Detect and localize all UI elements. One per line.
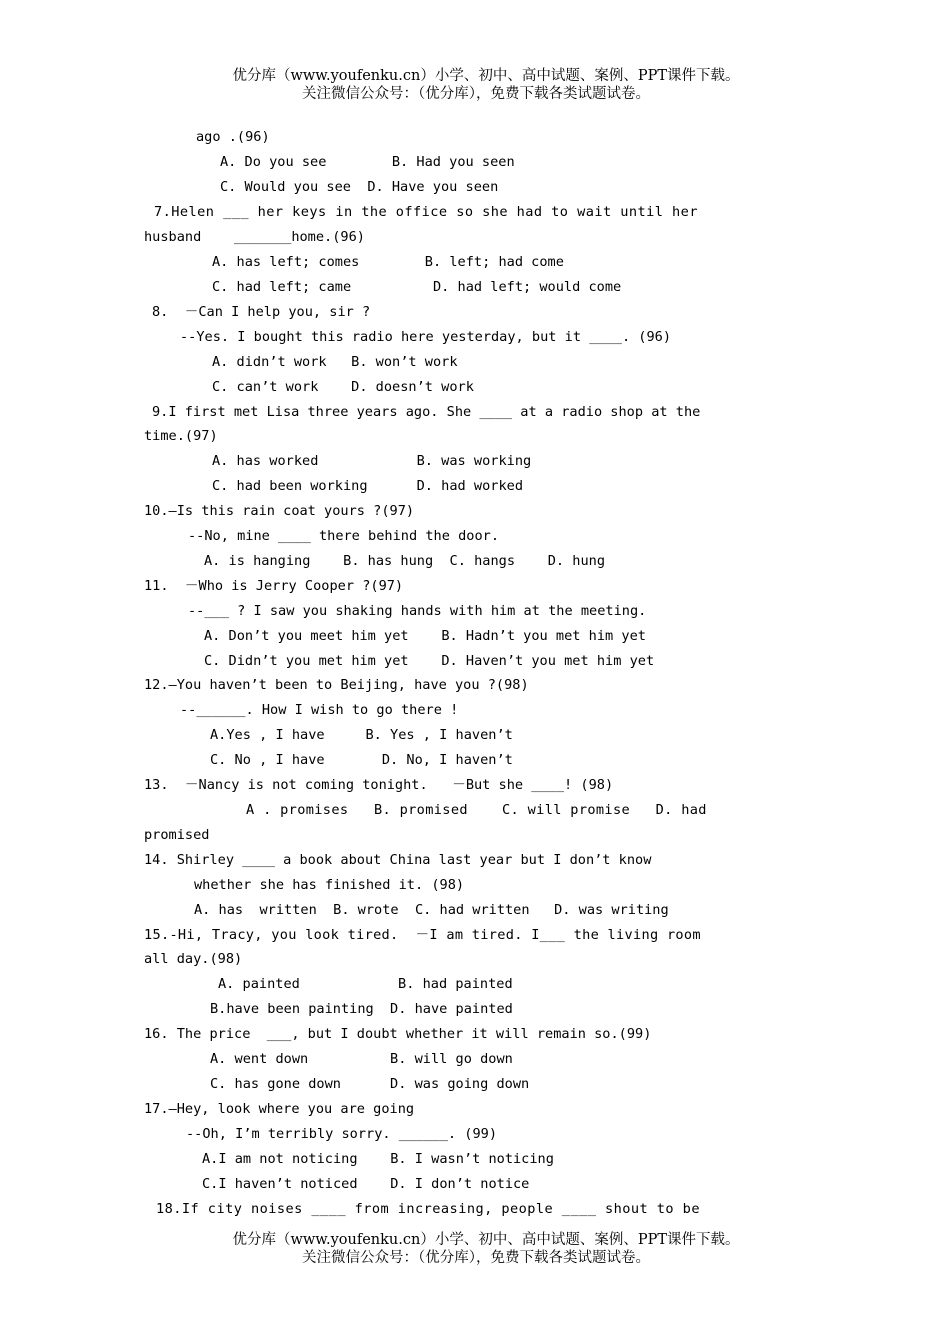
answer-options-line: B.have been painting D. have painted	[210, 1001, 513, 1017]
question-text-line: time.(97)	[144, 428, 218, 444]
footer-line-1: 优分库（www.youfenku.cn）小学、初中、高中试题、案例、PPT课件下载。	[232, 1232, 740, 1248]
question-text-line: 10.—Is this rain coat yours ?(97)	[144, 503, 415, 519]
answer-options-line: A. painted B. had painted	[218, 976, 513, 992]
question-text-line: 15.-Hi, Tracy, you look tired. －I am tired. I___ the living room	[144, 927, 701, 943]
answer-options-line: A. has worked B. was working	[212, 453, 532, 469]
question-text-line: ago .(96)	[196, 129, 270, 145]
question-text-line: 8. －Can I help you, sir ?	[152, 304, 371, 320]
page-header	[0, 67, 950, 103]
question-text-line: whether she has finished it. (98)	[194, 877, 465, 893]
answer-options-line: A. went down B. will go down	[210, 1051, 513, 1067]
answer-options-line: A. has written B. wrote C. had written D. was writing	[194, 902, 669, 918]
answer-options-line: C.I haven’t noticed D. I don’t notice	[202, 1176, 530, 1192]
question-text-line: 17.—Hey, look where you are going	[144, 1101, 415, 1117]
answer-options-line: C. has gone down D. was going down	[210, 1076, 530, 1092]
header-line-2: 关注微信公众号：（优分库），免费下载各类试题试卷。	[302, 86, 650, 102]
answer-options-line: A. didn’t work B. won’t work	[212, 354, 458, 370]
question-text-line: all day.(98)	[144, 951, 243, 967]
footer-line-2: 关注微信公众号：（优分库），免费下载各类试题试卷。	[302, 1250, 650, 1266]
header-line-1: 优分库（www.youfenku.cn）小学、初中、高中试题、案例、PPT课件下载。	[232, 68, 740, 84]
question-text-line: --______. How I wish to go there !	[180, 702, 459, 718]
question-text-line: 7.Helen ___ her keys in the office so she had to wait until her	[154, 204, 698, 220]
answer-options-line: C. Would you see D. Have you seen	[220, 179, 499, 195]
question-text-line: 14. Shirley ____ a book about China last year but I don’t know	[144, 852, 652, 868]
answer-options-line: A.Yes , I have B. Yes , I haven’t	[210, 727, 513, 743]
question-text-line: 16. The price ___, but I doubt whether it will remain so.(99)	[144, 1026, 652, 1042]
answer-options-line: A. Don’t you meet him yet B. Hadn’t you met him yet	[204, 628, 646, 644]
page-footer	[0, 1231, 950, 1267]
answer-options-line: A. is hanging B. has hung C. hangs D. hung	[204, 553, 606, 569]
answer-options-line: C. can’t work D. doesn’t work	[212, 379, 474, 395]
answer-options-line: A.I am not noticing B. I wasn’t noticing	[202, 1151, 554, 1167]
question-text-line: 11. －Who is Jerry Cooper ?(97)	[144, 578, 404, 594]
answer-options-line: A. Do you see B. Had you seen	[220, 154, 515, 170]
question-text-line: 18.If city noises ____ from increasing, people ____ shout to be	[156, 1201, 700, 1217]
question-text-line: --Yes. I bought this radio here yesterday, but it ____. (96)	[180, 329, 672, 345]
answer-options-line: promised	[144, 827, 210, 843]
answer-options-line: A . promises B. promised C. will promise D. had	[246, 802, 707, 818]
answer-options-line: C. No , I have D. No, I haven’t	[210, 752, 513, 768]
question-text-line: 12.—You haven’t been to Beijing, have you ?(98)	[144, 677, 529, 693]
question-text-line: --___ ? I saw you shaking hands with him at the meeting.	[188, 603, 647, 619]
question-text-line: 13. －Nancy is not coming tonight. －But she ____! (98)	[144, 777, 614, 793]
question-text-line: husband _______home.(96)	[144, 229, 365, 245]
question-text-line: --Oh, I’m terribly sorry. ______. (99)	[186, 1126, 497, 1142]
question-text-line: --No, mine ____ there behind the door.	[188, 528, 499, 544]
answer-options-line: A. has left; comes B. left; had come	[212, 254, 564, 270]
answer-options-line: C. had left; came D. had left; would come	[212, 279, 622, 295]
answer-options-line: C. had been working D. had worked	[212, 478, 523, 494]
question-text-line: 9.I first met Lisa three years ago. She ____ at a radio shop at the	[152, 404, 701, 420]
answer-options-line: C. Didn’t you met him yet D. Haven’t you met him yet	[204, 653, 655, 669]
